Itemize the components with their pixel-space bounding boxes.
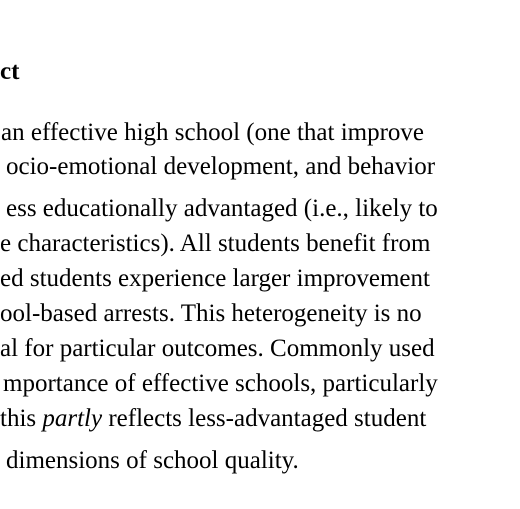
emphasized-word: partly	[42, 405, 103, 432]
section-heading: ct	[0, 58, 20, 85]
paragraph-line: an effective high school (one that improve	[1, 119, 425, 146]
paragraph-line: al for particular outcomes. Commonly used	[0, 335, 435, 362]
paragraph-line: ool-based arrests. This heterogeneity is no	[0, 300, 422, 327]
line-text-after: reflects less-advantaged student	[102, 405, 427, 432]
paragraph-line: e characteristics). All students benefit from	[0, 230, 431, 257]
paragraph-line-emphasis	[0, 404, 426, 434]
paragraph-line: ess educationally advantaged (i.e., likely to	[6, 195, 438, 222]
paragraph-line: mportance of effective schools, particularly	[3, 370, 438, 397]
paragraph-line: dimensions of school quality.	[6, 447, 299, 474]
paragraph-line: ocio-emotional development, and behavior	[6, 153, 436, 180]
paragraph-line: ed students experience larger improvement	[0, 265, 430, 292]
line-text-before: this	[0, 405, 43, 432]
